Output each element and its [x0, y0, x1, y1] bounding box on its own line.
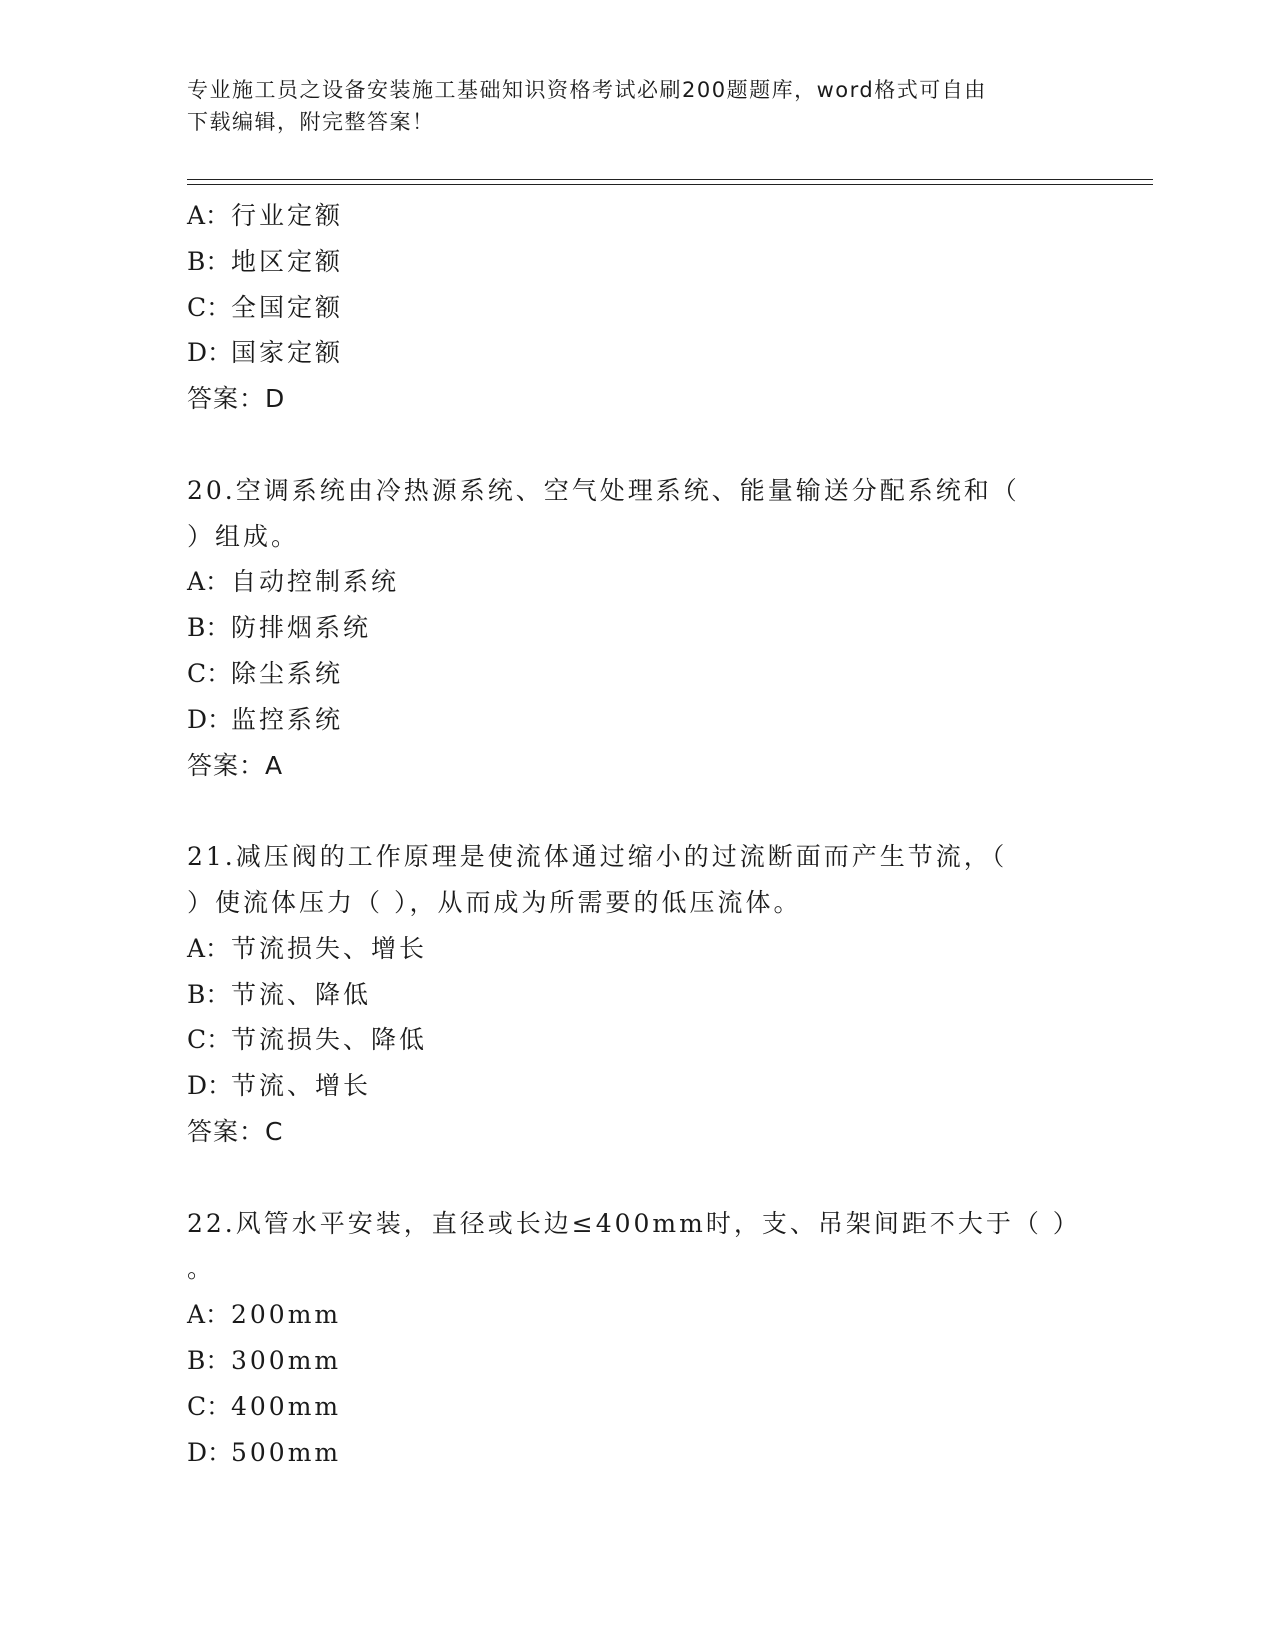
option-text: 节流、降低	[231, 979, 372, 1009]
header-line-1: 专业施工员之设备安装施工基础知识资格考试必刷200题题库，word格式可自由	[187, 78, 987, 102]
document-header	[187, 74, 1067, 138]
option-b	[187, 1338, 1087, 1384]
option-letter: C：	[187, 658, 232, 688]
option-a	[187, 193, 1087, 239]
question-19-partial	[187, 193, 1087, 422]
question-stem-line-1: 20.空调系统由冷热源系统、空气处理系统、能量输送分配系统和（	[187, 475, 1020, 505]
option-letter: A：	[187, 1300, 231, 1330]
option-c	[187, 1017, 1087, 1063]
option-text: 200mm	[231, 1300, 342, 1330]
spacer	[187, 788, 1087, 834]
option-letter: B：	[187, 979, 231, 1009]
question-stem-line-2: ）使流体压力（ ），从而成为所需要的低压流体。	[187, 887, 802, 917]
option-letter: D：	[187, 1071, 233, 1101]
option-letter: A：	[187, 567, 231, 597]
option-text: 节流损失、增长	[231, 933, 428, 963]
option-letter: B：	[187, 246, 231, 276]
question-stem-line-2: 。	[187, 1254, 216, 1284]
option-text: 地区定额	[231, 246, 344, 276]
option-letter: D：	[187, 704, 233, 734]
option-letter: B：	[187, 613, 231, 643]
option-letter: D：	[187, 1437, 233, 1467]
header-line-2: 下载编辑，附完整答案！	[187, 110, 435, 134]
option-a	[187, 926, 1087, 972]
option-c	[187, 651, 1087, 697]
option-a	[187, 1292, 1087, 1338]
option-letter: C：	[187, 292, 232, 322]
option-c	[187, 1384, 1087, 1430]
question-stem-line-2: ）组成。	[187, 521, 300, 551]
option-text: 行业定额	[231, 201, 344, 230]
option-a	[187, 559, 1087, 605]
answer-line: 答案：A	[187, 750, 284, 780]
option-b	[187, 972, 1087, 1018]
header-divider-bottom	[187, 184, 1153, 185]
answer-line: 答案：C	[187, 1116, 284, 1146]
option-text: 300mm	[231, 1345, 342, 1375]
option-text: 全国定额	[231, 292, 344, 322]
header-divider-top	[187, 179, 1153, 180]
question-stem-line-1: 21.减压阀的工作原理是使流体通过缩小的过流断面而产生节流，（	[187, 842, 1008, 872]
option-text: 防排烟系统	[231, 613, 372, 643]
option-text: 自动控制系统	[231, 567, 400, 597]
option-b	[187, 239, 1087, 285]
option-b	[187, 605, 1087, 651]
option-letter: D：	[187, 338, 233, 368]
option-letter: A：	[187, 201, 231, 230]
answer-line: 答案：D	[187, 384, 286, 414]
option-letter: A：	[187, 933, 231, 963]
question-20	[187, 468, 1087, 789]
question-22	[187, 1201, 1087, 1476]
option-text: 国家定额	[231, 338, 344, 368]
option-d	[187, 1430, 1087, 1476]
option-c	[187, 285, 1087, 331]
spacer	[187, 1155, 1087, 1201]
spacer	[187, 422, 1087, 468]
option-text: 500mm	[231, 1437, 342, 1467]
question-stem-line-1: 22.风管水平安装，直径或长边≤400mm时，支、吊架间距不大于（ ）	[187, 1208, 1081, 1238]
option-text: 除尘系统	[231, 658, 344, 688]
option-text: 节流、增长	[231, 1071, 372, 1101]
option-d	[187, 330, 1087, 376]
option-text: 节流损失、降低	[231, 1025, 428, 1055]
question-list	[187, 193, 1087, 1475]
option-text: 400mm	[231, 1391, 342, 1421]
option-letter: C：	[187, 1025, 232, 1055]
option-letter: B：	[187, 1345, 231, 1375]
option-d	[187, 1063, 1087, 1109]
option-letter: C：	[187, 1391, 232, 1421]
question-21	[187, 834, 1087, 1155]
option-text: 监控系统	[231, 704, 344, 734]
option-d	[187, 697, 1087, 743]
